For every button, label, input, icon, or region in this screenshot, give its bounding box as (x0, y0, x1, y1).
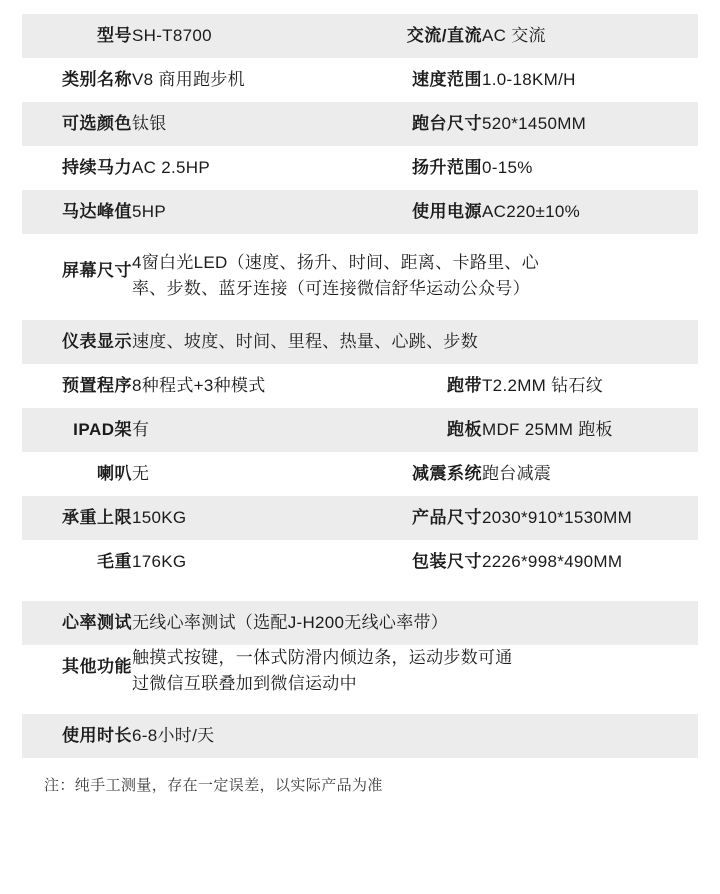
spec-table-screen (22, 250, 698, 303)
row-label-other-functions: 其他功能 (62, 656, 132, 676)
row-value-heart-rate-test: 无线心率测试（选配J-H200无线心率带） (132, 612, 449, 632)
table-row (22, 190, 698, 234)
row-label-running-deck-size: 跑台尺寸 (412, 113, 482, 133)
table-row (22, 408, 698, 452)
row-label-speaker: 喇叭 (97, 463, 132, 483)
row-value-peak-hp: 5HP (132, 201, 166, 221)
row-label-heart-rate-test: 心率测试 (62, 612, 132, 632)
table-row (22, 645, 698, 698)
row-value-continuous-hp: AC 2.5HP (132, 157, 210, 177)
row-label-max-load: 承重上限 (62, 507, 132, 527)
table-row (22, 452, 698, 496)
row-label-gross-weight: 毛重 (97, 551, 132, 571)
row-value-product-size: 2030*910*1530MM (482, 507, 633, 527)
row-value-running-board: MDF 25MM 跑板 (482, 419, 613, 439)
row-label-ipad-holder: IPAD架 (73, 419, 132, 439)
section-gap (22, 303, 698, 320)
row-value-incline-range: 0-15% (482, 157, 533, 177)
row-label-peak-hp: 马达峰值 (62, 201, 132, 221)
row-label-package-size: 包装尺寸 (412, 551, 482, 571)
table-row (22, 364, 698, 408)
row-value-category: V8 商用跑步机 (132, 69, 245, 89)
table-row (22, 102, 698, 146)
row-label-category: 类别名称 (62, 69, 132, 89)
row-value-speaker: 无 (132, 463, 150, 483)
other-functions-line-2: 过微信互联叠加到微信运动中 (132, 674, 357, 694)
table-row (22, 14, 698, 58)
row-value-meter-display: 速度、坡度、时间、里程、热量、心跳、步数 (132, 331, 478, 351)
row-value-ipad-holder: 有 (132, 419, 150, 439)
row-value-speed-range: 1.0-18KM/H (482, 69, 576, 89)
row-value-model: SH-T8700 (132, 25, 212, 45)
row-value-current-type: AC 交流 (482, 25, 546, 45)
spec-table-block-2 (22, 364, 698, 584)
table-row (22, 714, 698, 758)
section-gap-3 (22, 697, 698, 714)
row-label-color: 可选颜色 (62, 113, 132, 133)
section-gap-2 (22, 584, 698, 601)
row-label-preset-programs: 预置程序 (62, 375, 132, 395)
row-value-max-load: 150KG (132, 507, 187, 527)
row-value-shock-absorption: 跑台减震 (482, 463, 552, 483)
row-value-usage-duration: 6-8小时/天 (132, 726, 215, 746)
table-row (22, 496, 698, 540)
table-row (22, 146, 698, 190)
row-label-current-type: 交流/直流 (406, 25, 482, 45)
footer-note: 注：纯手工测量，存在一定误差，以实际产品为准 (44, 777, 383, 795)
spec-table-usage (22, 714, 698, 758)
row-label-screen-size: 屏幕尺寸 (62, 261, 132, 280)
table-row (22, 320, 698, 364)
row-label-meter-display: 仪表显示 (62, 331, 132, 351)
row-label-continuous-hp: 持续马力 (62, 157, 132, 177)
table-row (22, 58, 698, 102)
row-value-screen-size (132, 250, 698, 303)
row-label-model: 型号 (97, 25, 132, 45)
row-label-running-belt: 跑带 (447, 375, 482, 395)
table-row (22, 250, 698, 303)
row-value-preset-programs: 8种程式+3种模式 (132, 375, 266, 395)
row-label-shock-absorption: 减震系统 (412, 463, 482, 483)
table-row (22, 540, 698, 584)
row-value-package-size: 2226*998*490MM (482, 551, 623, 571)
row-value-running-deck-size: 520*1450MM (482, 113, 587, 133)
spec-table-block-1 (22, 14, 698, 234)
row-label-power-supply: 使用电源 (412, 201, 482, 221)
row-value-color: 钛银 (132, 113, 167, 133)
screen-size-line-2: 率、步数、蓝牙连接（可连接微信舒华运动公众号） (132, 279, 530, 299)
screen-size-line-1: 4窗白光LED（速度、扬升、时间、距离、卡路里、心 (132, 253, 540, 272)
row-value-power-supply: AC220±10% (482, 201, 581, 221)
other-functions-line-1: 触摸式按键，一体式防滑内倾边条，运动步数可通 (132, 647, 513, 667)
row-label-usage-duration: 使用时长 (62, 726, 132, 746)
spec-table-other-functions (22, 645, 698, 698)
row-value-running-belt: T2.2MM 钻石纹 (482, 375, 604, 395)
table-row (22, 601, 698, 645)
row-label-running-board: 跑板 (447, 419, 482, 439)
row-label-speed-range: 速度范围 (412, 69, 482, 89)
row-value-other-functions (132, 645, 698, 698)
row-label-product-size: 产品尺寸 (412, 507, 482, 527)
spec-table-heart-rate (22, 601, 698, 645)
row-label-incline-range: 扬升范围 (412, 157, 482, 177)
row-value-gross-weight: 176KG (132, 551, 187, 571)
spec-table-meter (22, 320, 698, 364)
